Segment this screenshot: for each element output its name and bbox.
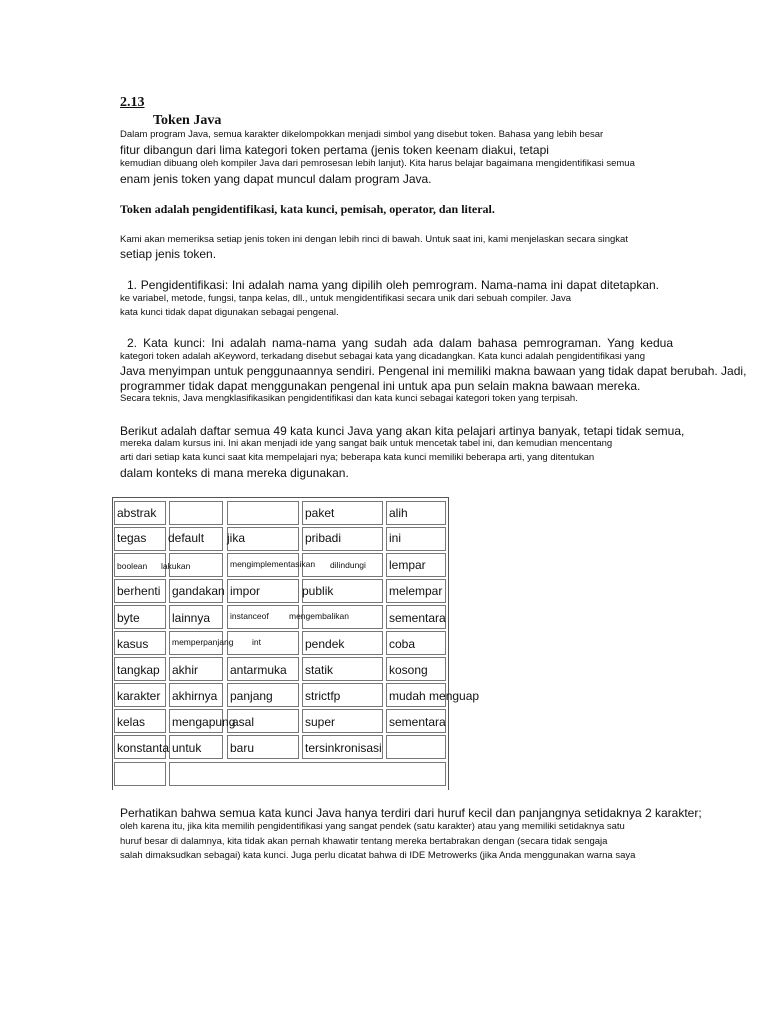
keyword-cell: default <box>168 531 205 545</box>
keyword-cell: lakukan <box>161 561 191 571</box>
keyword-cell: tersinkronisasi <box>305 741 382 755</box>
item2-line-1: 2. Kata kunci: Ini adalah nama-nama yang sudah ada dalam bahasa pemrograman. Yang kedua <box>127 336 673 350</box>
keyword-cell: pendek <box>305 637 345 651</box>
item1-line-2: ke variabel, metode, fungsi, tanpa kelas, dll., untuk mengidentifikasi secara unik dari sebuah compiler. Java <box>120 293 571 304</box>
intro-line-4: enam jenis token yang dapat muncul dalam program Java. <box>120 172 432 186</box>
keyword-cell: karakter <box>117 689 161 703</box>
keyword-cell: asal <box>232 715 255 729</box>
keyword-table <box>112 497 480 790</box>
table-cell <box>169 501 223 525</box>
examine-line-1: Kami akan memeriksa setiap jenis token ini dengan lebih rinci di bawah. Untuk saat ini, kami menjelaskan secara singkat <box>120 234 628 245</box>
keyword-cell: kelas <box>117 715 146 729</box>
note-line-3: huruf besar di dalamnya, kita tidak akan pernah khawatir tentang mereka bertabrakan dengan (secara tidak sengaja <box>120 836 608 847</box>
item2-line-2: kategori token adalah aKeyword, terkadang disebut sebagai kata yang dicadangkan. Kata kunci adalah pengidentifikasi yang <box>120 351 645 362</box>
section-number: 2.13 <box>120 95 145 110</box>
keyword-cell: tangkap <box>117 663 160 677</box>
keyword-cell: publik <box>302 584 334 598</box>
keyword-cell: lempar <box>389 558 426 572</box>
item2-line-5: Secara teknis, Java mengklasifikasikan pengidentifikasi dan kata kunci sebagai kategori token yang terpisah. <box>120 393 578 404</box>
keyword-cell: berhenti <box>117 584 161 598</box>
section-title: Token Java <box>153 113 222 128</box>
item1-line-1: 1. Pengidentifikasi: Ini adalah nama yang dipilih oleh pemrogram. Nama-nama ini dapat ditetapkan. <box>127 278 659 292</box>
table-cell <box>386 735 446 759</box>
keyword-cell: baru <box>230 741 255 755</box>
keyword-cell: konstanta <box>117 741 170 755</box>
keyword-cell: akhir <box>172 663 199 677</box>
keyword-cell: paket <box>305 506 335 520</box>
keyword-cell: melempar <box>389 584 443 598</box>
keyword-cell: panjang <box>230 689 273 703</box>
keyword-cell: sementara <box>389 611 446 625</box>
intro-line-1: Dalam program Java, semua karakter dikelompokkan menjadi simbol yang disebut token. Bahasa yang lebih besar <box>120 129 604 140</box>
item1-line-3: kata kunci tidak dapat digunakan sebagai pengenal. <box>120 307 339 318</box>
keyword-cell: gandakan <box>172 584 225 598</box>
item2-line-4: programmer tidak dapat menggunakan pengenal ini untuk apa pun selain makna bawaan mereka. <box>120 379 641 393</box>
keyword-cell: strictfp <box>305 689 341 703</box>
list-intro-line-1: Berikut adalah daftar semua 49 kata kunci Java yang akan kita pelajari artinya banyak, tetapi tidak semua, <box>120 424 685 438</box>
keyword-cell: coba <box>389 637 416 651</box>
keyword-cell: sementara <box>389 715 446 729</box>
keyword-cell: boolean <box>117 561 148 571</box>
intro-line-3: kemudian dibuang oleh kompiler Java dari pemrosesan lebih lanjut). Kita harus belajar bagaimana mengidentifikasi semua <box>120 158 635 169</box>
note-line-2: oleh karena itu, jika kita memilih pengidentifikasi yang sangat pendek (satu karakter) atau yang memiliki setidaknya satu <box>120 821 625 832</box>
keyword-cell: mengimplementasikan <box>230 559 316 569</box>
examine-line-2: setiap jenis token. <box>120 247 217 261</box>
keyword-cell: pribadi <box>305 531 342 545</box>
list-intro-line-2: mereka dalam kursus ini. Ini akan menjadi ide yang sangat baik untuk mencetak tabel ini, dan kemudian mencentang <box>120 438 613 449</box>
keyword-cell: abstrak <box>117 506 157 520</box>
keyword-cell: statik <box>305 663 334 677</box>
keyword-cell: instanceof <box>230 611 269 621</box>
keyword-cell: kosong <box>389 663 428 677</box>
intro-line-2: fitur dibangun dari lima kategori token pertama (jenis token keenam diakui, tetapi <box>120 143 549 157</box>
list-intro-line-3: arti dari setiap kata kunci saat kita mempelajari nya; beberapa kata kunci memiliki beberapa arti, yang ditentukan <box>120 452 595 463</box>
table-border-left <box>112 497 113 790</box>
keyword-cell: ini <box>389 531 402 545</box>
keyword-cell: tegas <box>117 531 147 545</box>
keyword-cell: int <box>252 637 261 647</box>
keyword-cell: mengembalikan <box>289 611 350 621</box>
keyword-cell: dilindungi <box>330 560 366 570</box>
keyword-cell: impor <box>230 584 261 598</box>
keyword-cell: lainnya <box>172 611 211 625</box>
keyword-cell: untuk <box>172 741 202 755</box>
table-border-right <box>448 497 449 790</box>
keyword-cell: mengapung <box>172 715 236 729</box>
keyword-cell: super <box>305 715 336 729</box>
table-cell-empty <box>169 762 446 786</box>
keyword-cell: kasus <box>117 637 149 651</box>
keyword-cell: mudah menguap <box>389 689 480 703</box>
keyword-cell: byte <box>117 611 140 625</box>
list-intro-line-4: dalam konteks di mana mereka digunakan. <box>120 466 349 480</box>
item2-line-3: Java menyimpan untuk penggunaannya sendiri. Pengenal ini memiliki makna bawaan yang tidak dapat berubah. Jadi, <box>120 364 747 378</box>
table-cell <box>227 631 299 655</box>
note-line-4: salah dimaksudkan sebagai) kata kunci. Juga perlu dicatat bahwa di IDE Metrowerks (jika Anda menggunakan warna saya <box>120 850 636 861</box>
note-line-1: Perhatikan bahwa semua kata kunci Java hanya terdiri dari huruf kecil dan panjangnya setidaknya 2 karakter; <box>120 806 702 820</box>
table-cell-empty <box>114 762 166 786</box>
keyword-cell: memperpanjang <box>172 637 234 647</box>
keyword-cell: jika <box>227 531 246 545</box>
token-summary-heading: Token adalah pengidentifikasi, kata kunci, pemisah, operator, dan literal. <box>120 202 495 216</box>
keyword-cell: antarmuka <box>230 663 287 677</box>
table-cell <box>227 501 299 525</box>
keyword-cell: akhirnya <box>172 689 218 703</box>
keyword-cell: alih <box>389 506 408 520</box>
table-border-top <box>112 497 449 498</box>
